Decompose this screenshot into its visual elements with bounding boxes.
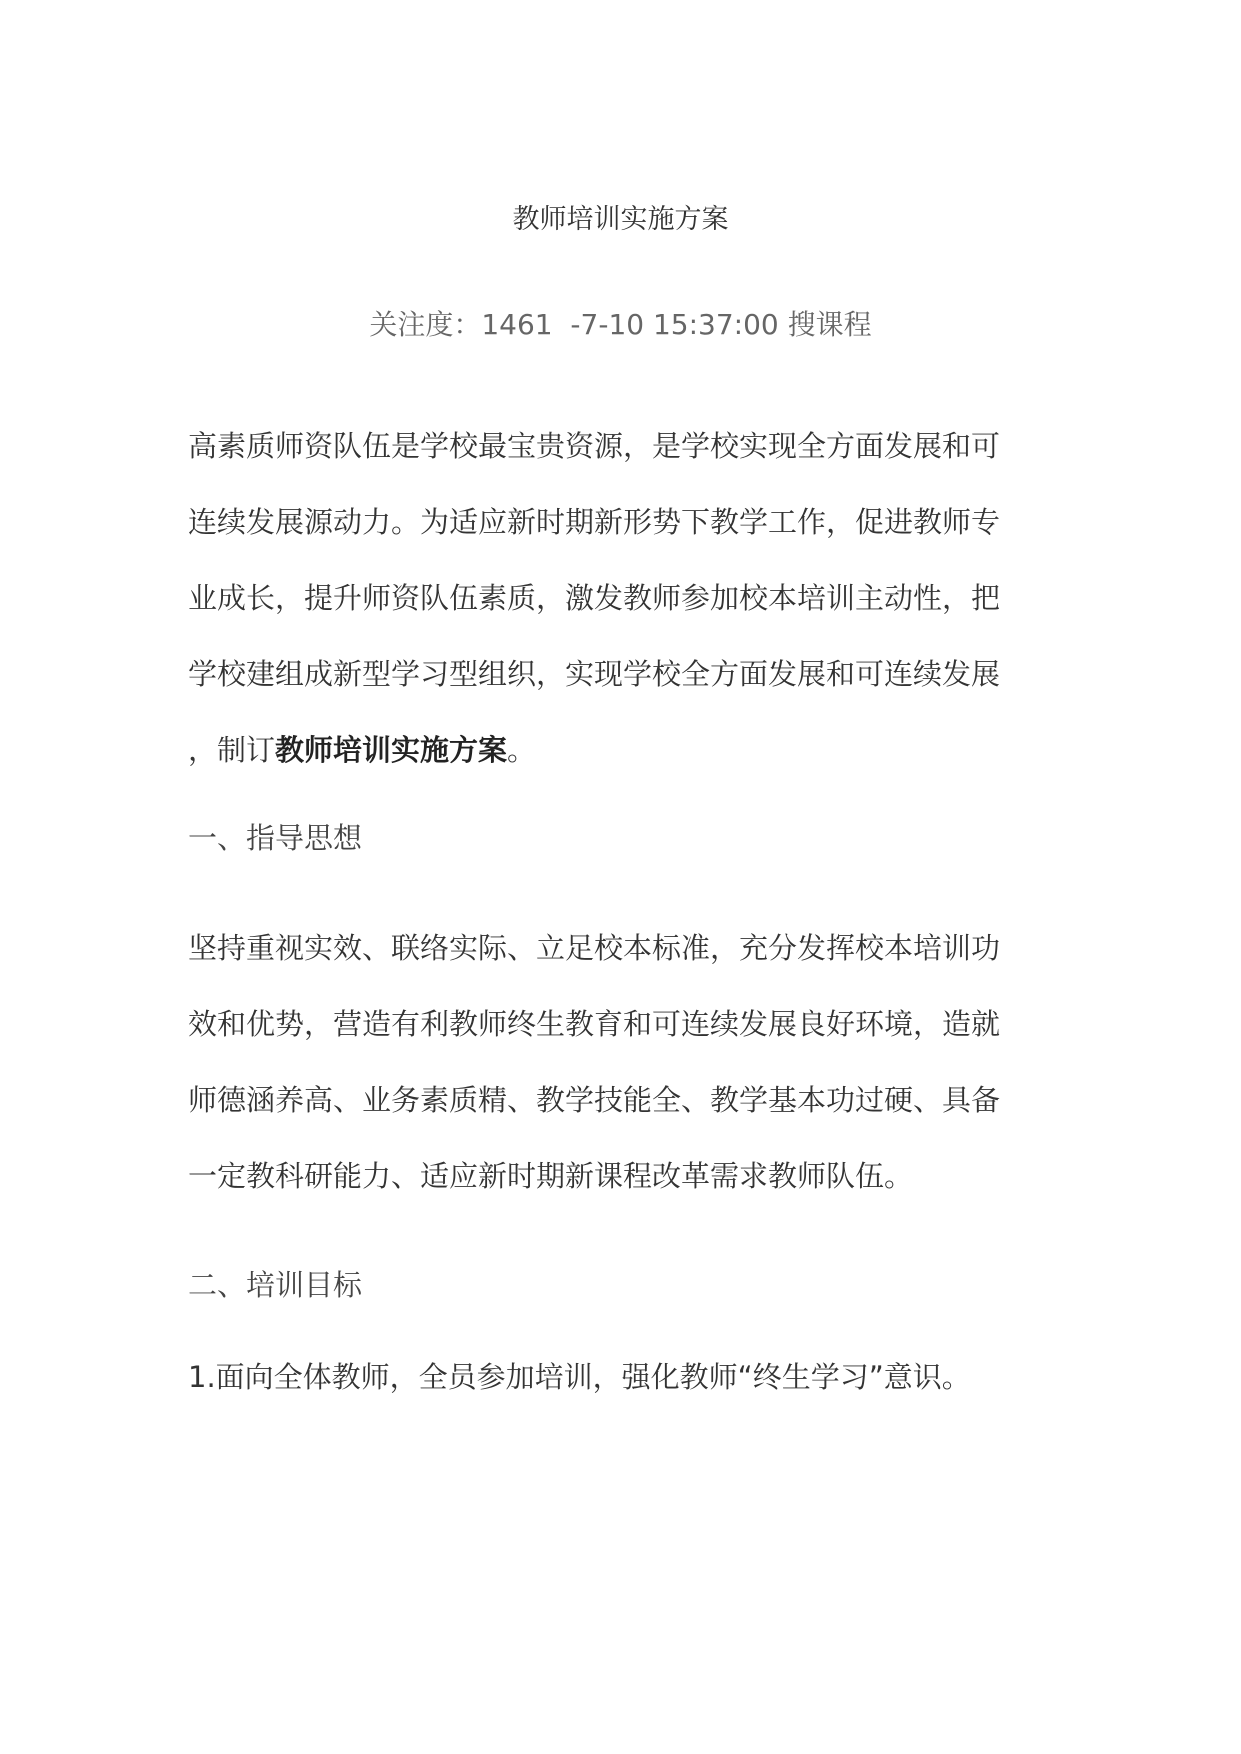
- paragraph-line: 坚持重视实效、联络实际、立足校本标准，充分发挥校本培训功: [188, 931, 1001, 965]
- intro-bold-title: 教师培训实施方案: [275, 733, 508, 767]
- paragraph-line: 效和优势，营造有利教师终生教育和可连续发展良好环境，造就: [188, 1007, 1001, 1041]
- section-heading-guiding-ideology: 一、指导思想: [188, 821, 363, 855]
- intro-line: 学校建组成新型学习型组织，实现学校全方面发展和可连续发展: [188, 657, 1001, 691]
- intro-last-prefix: ，制订: [188, 733, 276, 767]
- paragraph-line: 一定教科研能力、适应新时期新课程改革需求教师队伍。: [188, 1159, 914, 1193]
- intro-line: 连续发展源动力。为适应新时期新形势下教学工作，促进教师专: [188, 505, 1001, 539]
- paragraph-line: 师德涵养高、业务素质精、教学技能全、教学基本功过硬、具备: [188, 1083, 1001, 1117]
- intro-last-suffix: 。: [507, 733, 537, 767]
- document-title: 教师培训实施方案: [512, 204, 729, 235]
- training-goal-item-1: 1.面向全体教师，全员参加培训，强化教师“终生学习”意识。: [188, 1360, 971, 1394]
- guiding-ideology-paragraph: [188, 910, 1058, 1214]
- intro-line: 高素质师资队伍是学校最宝贵资源，是学校实现全方面发展和可: [188, 429, 1001, 463]
- section-heading-training-goals: 二、培训目标: [188, 1268, 363, 1302]
- intro-paragraph: [188, 408, 1058, 788]
- document-meta: 关注度：1461 -7-10 15:37:00 搜课程: [369, 308, 872, 341]
- intro-line: 业成长，提升师资队伍素质，激发教师参加校本培训主动性，把: [188, 581, 1001, 615]
- intro-last-line: [188, 712, 1058, 788]
